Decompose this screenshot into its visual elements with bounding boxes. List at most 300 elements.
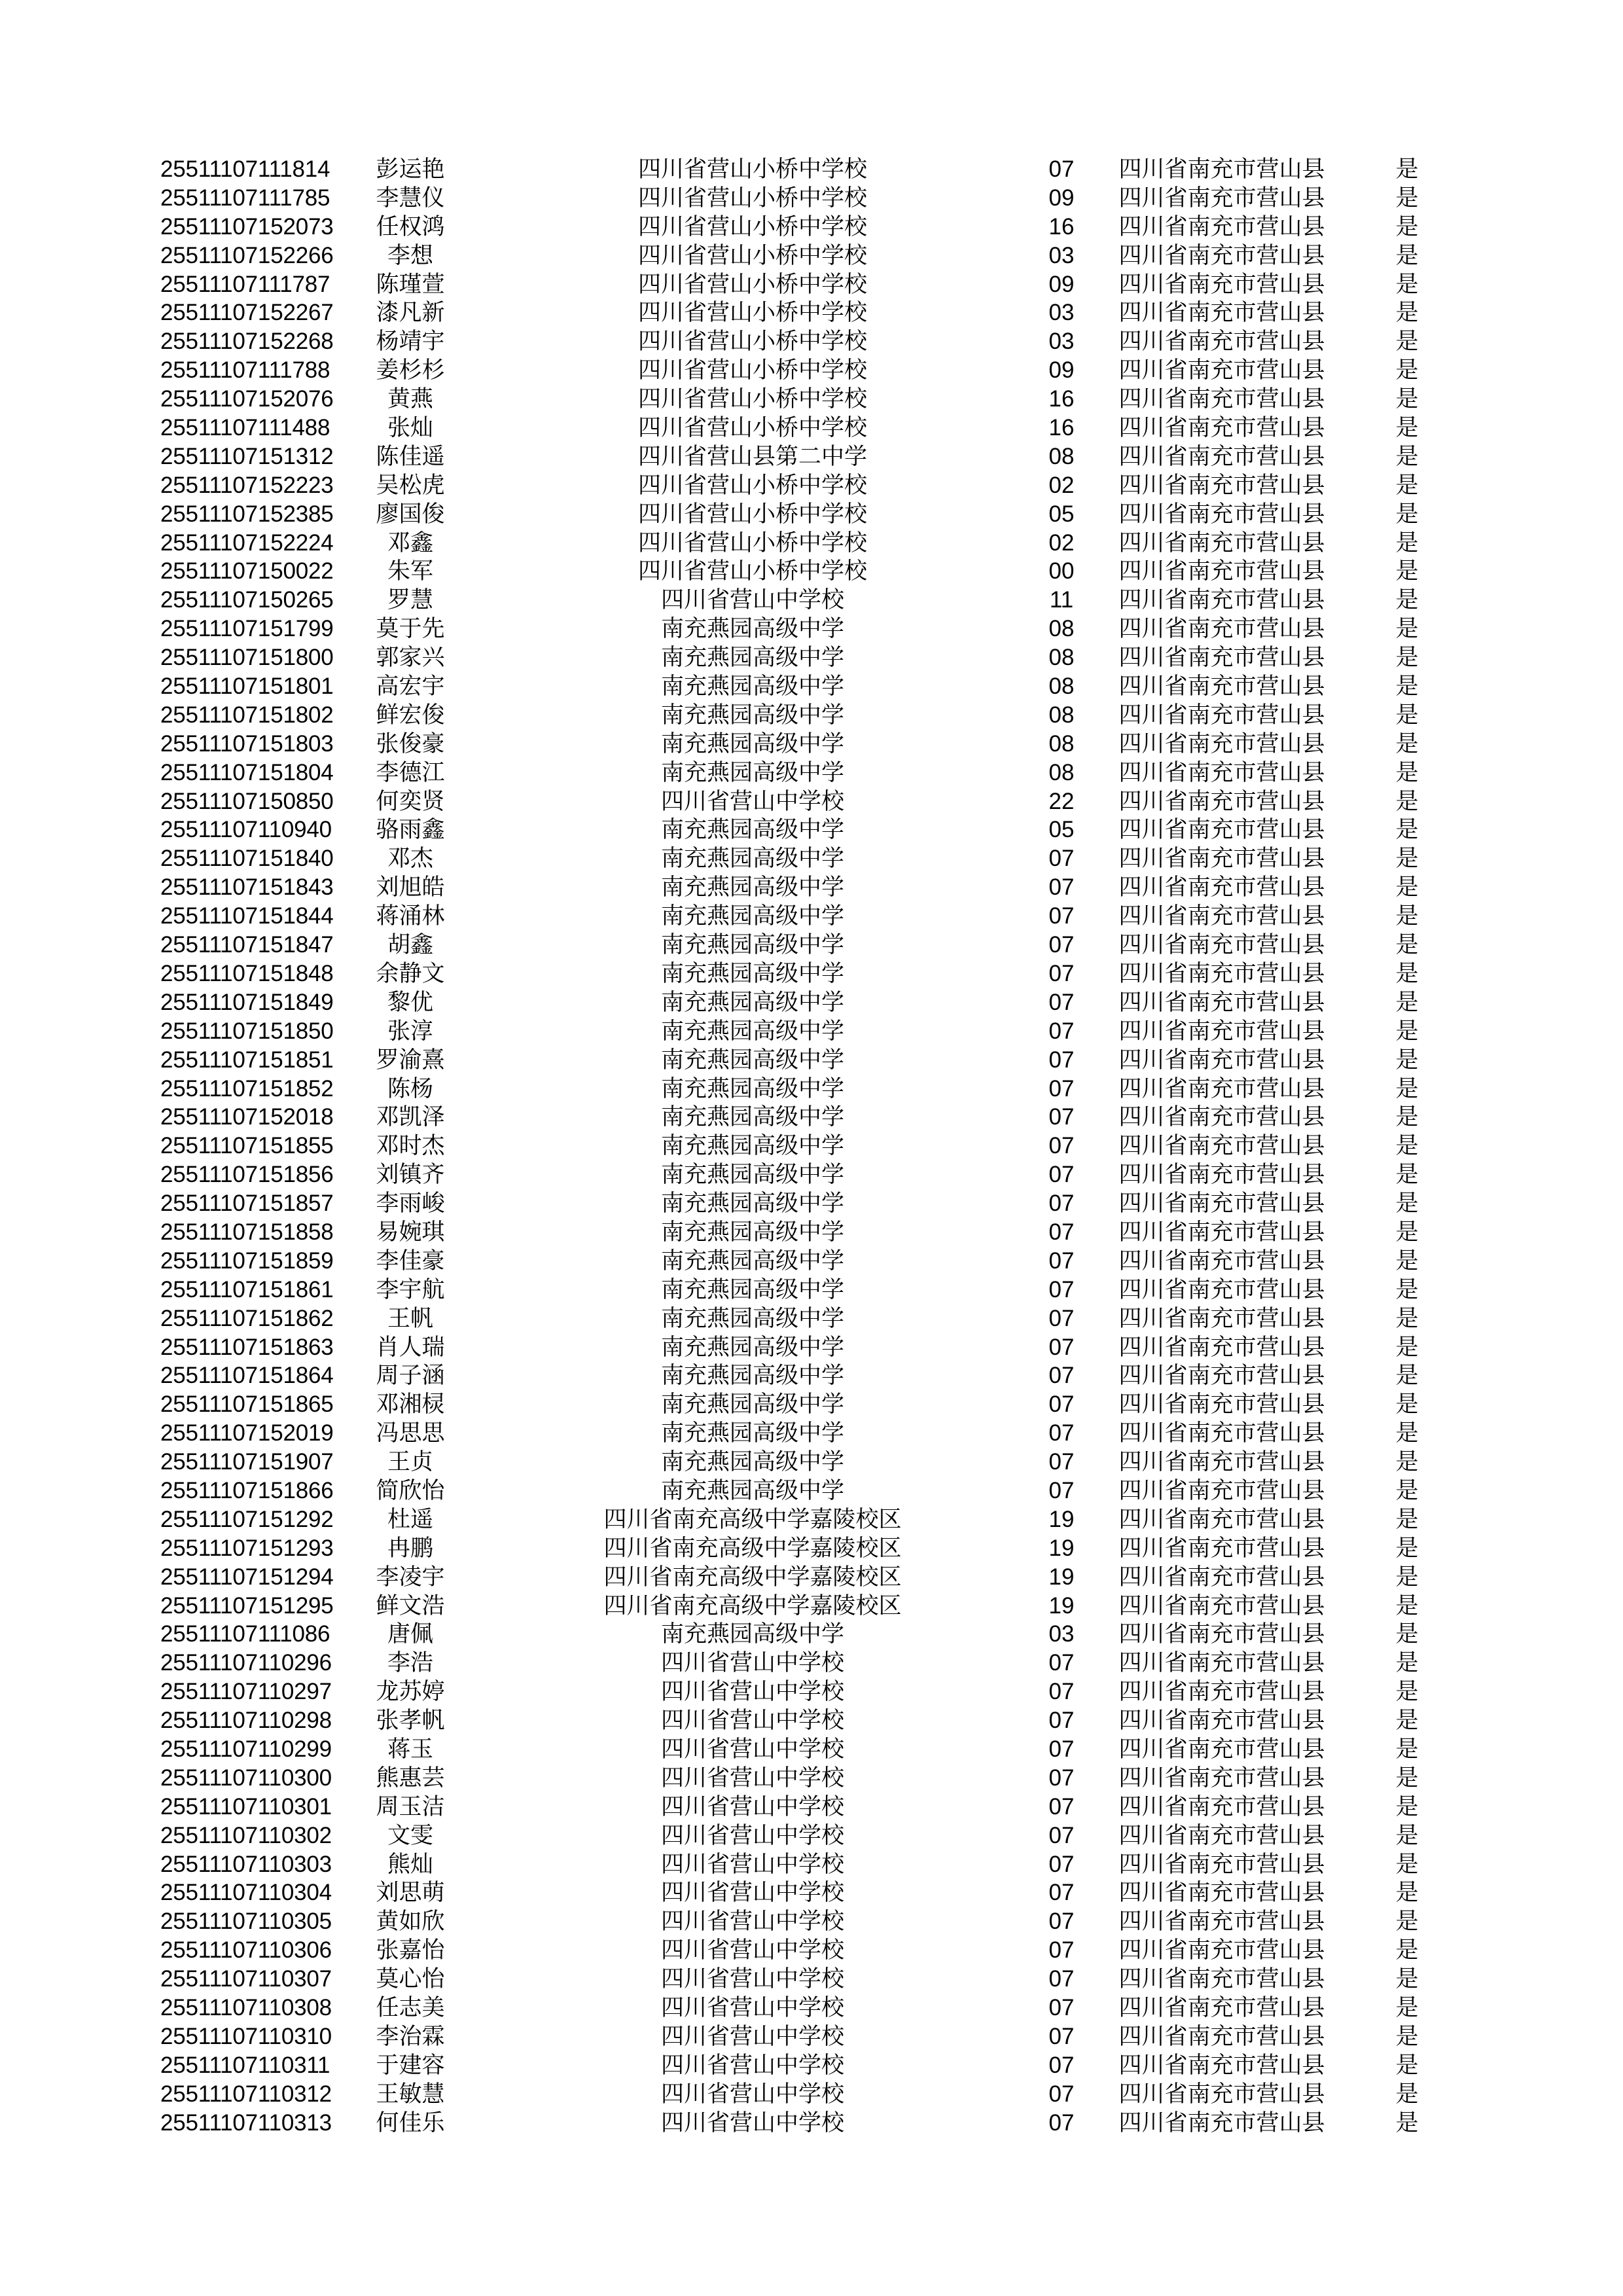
candidate-name-cell: 刘思萌	[376, 1880, 445, 1906]
confirmed-flag-cell: 是	[1395, 1564, 1419, 1590]
code-cell: 07	[1048, 1477, 1075, 1503]
code-cell: 07	[1048, 156, 1075, 182]
table-row	[0, 1821, 1623, 1850]
left-margin-spacer	[0, 1017, 160, 1046]
candidate-name-cell: 周玉洁	[376, 1793, 445, 1820]
confirmed-flag-cell: 是	[1395, 1363, 1419, 1389]
code-cell: 07	[1048, 1650, 1075, 1676]
code-cell: 19	[1048, 1535, 1075, 1561]
school-name-cell: 南充燕园高级中学	[660, 1047, 844, 1073]
left-margin-spacer	[0, 1677, 160, 1706]
code-cell: 09	[1048, 357, 1075, 384]
table-row	[0, 1965, 1623, 1994]
code-cell: 07	[1048, 1219, 1075, 1245]
candidate-name-cell: 李宇航	[376, 1276, 445, 1302]
candidate-name-cell: 李治霖	[376, 2023, 445, 2049]
confirmed-flag-cell: 是	[1395, 673, 1419, 700]
school-name-cell: 南充燕园高级中学	[660, 1334, 844, 1360]
candidate-id-cell: 25511107151859	[160, 1247, 334, 1274]
district-cell: 四川省南充市营山县	[1118, 788, 1325, 814]
code-cell: 08	[1048, 702, 1075, 728]
district-cell: 四川省南充市营山县	[1118, 989, 1325, 1015]
candidate-id-cell: 25511107151847	[160, 932, 334, 958]
left-margin-spacer	[0, 529, 160, 558]
candidate-id-cell: 25511107151907	[160, 1449, 334, 1475]
school-name-cell: 四川省营山中学校	[660, 2023, 844, 2049]
candidate-id-cell: 25511107110302	[160, 1822, 332, 1848]
district-cell: 四川省南充市营山县	[1118, 1162, 1325, 1188]
candidate-name-cell: 李凌宇	[376, 1564, 445, 1590]
table-row	[0, 1994, 1623, 2022]
candidate-id-cell: 25511107151802	[160, 702, 334, 728]
left-margin-spacer	[0, 1477, 160, 1505]
table-row	[0, 184, 1623, 213]
code-cell: 07	[1048, 2081, 1075, 2107]
district-cell: 四川省南充市营山县	[1118, 1191, 1325, 1217]
district-cell: 四川省南充市营山县	[1118, 443, 1325, 469]
left-margin-spacer	[0, 155, 160, 184]
code-cell: 16	[1048, 415, 1075, 441]
table-row	[0, 1878, 1623, 1907]
code-cell: 19	[1048, 1506, 1075, 1532]
confirmed-flag-cell: 是	[1395, 329, 1419, 355]
left-margin-spacer	[0, 1075, 160, 1103]
table-row	[0, 816, 1623, 844]
left-margin-spacer	[0, 1160, 160, 1189]
table-row	[0, 2080, 1623, 2109]
left-margin-spacer	[0, 1419, 160, 1448]
left-margin-spacer	[0, 1304, 160, 1333]
candidate-name-cell: 张俊豪	[376, 730, 445, 757]
school-name-cell: 四川省营山中学校	[660, 1736, 844, 1762]
table-row	[0, 1764, 1623, 1793]
left-margin-spacer	[0, 787, 160, 816]
confirmed-flag-cell: 是	[1395, 1621, 1419, 1647]
confirmed-flag-cell: 是	[1395, 271, 1419, 297]
left-margin-spacer	[0, 1878, 160, 1907]
table-row	[0, 155, 1623, 184]
school-name-cell: 南充燕园高级中学	[660, 1191, 844, 1217]
table-row	[0, 1247, 1623, 1276]
left-margin-spacer	[0, 298, 160, 327]
confirmed-flag-cell: 是	[1395, 1162, 1419, 1188]
confirmed-flag-cell: 是	[1395, 817, 1419, 843]
district-cell: 四川省南充市营山县	[1118, 932, 1325, 958]
left-margin-spacer	[0, 184, 160, 213]
candidate-name-cell: 鲜宏俊	[376, 702, 445, 728]
confirmed-flag-cell: 是	[1395, 960, 1419, 986]
code-cell: 07	[1048, 1966, 1075, 1992]
school-name-cell: 四川省营山中学校	[660, 1995, 844, 2020]
table-row	[0, 1505, 1623, 1534]
candidate-id-cell: 25511107151843	[160, 874, 334, 901]
candidate-name-cell: 吴松虎	[376, 472, 445, 498]
district-cell: 四川省南充市营山县	[1118, 1822, 1325, 1848]
school-name-cell: 南充燕园高级中学	[660, 1018, 844, 1044]
confirmed-flag-cell: 是	[1395, 1650, 1419, 1676]
district-cell: 四川省南充市营山县	[1118, 1793, 1325, 1820]
code-cell: 07	[1048, 1018, 1075, 1044]
code-cell: 07	[1048, 1765, 1075, 1791]
candidate-id-cell: 25511107152385	[160, 501, 334, 527]
table-row	[0, 1477, 1623, 1505]
confirmed-flag-cell: 是	[1395, 357, 1419, 384]
code-cell: 02	[1048, 529, 1075, 556]
candidate-name-cell: 熊惠芸	[376, 1765, 445, 1791]
table-row	[0, 1103, 1623, 1132]
confirmed-flag-cell: 是	[1395, 1851, 1419, 1877]
school-name-cell: 四川省营山小桥中学校	[637, 501, 867, 527]
school-name-cell: 四川省营山小桥中学校	[637, 472, 867, 498]
left-margin-spacer	[0, 1189, 160, 1218]
confirmed-flag-cell: 是	[1395, 1679, 1419, 1705]
code-cell: 07	[1048, 1937, 1075, 1964]
code-cell: 07	[1048, 1247, 1075, 1274]
left-margin-spacer	[0, 385, 160, 414]
candidate-id-cell: 25511107151295	[160, 1592, 334, 1619]
candidate-table	[0, 155, 1623, 2137]
left-margin-spacer	[0, 1649, 160, 1677]
district-cell: 四川省南充市营山县	[1118, 1535, 1325, 1561]
candidate-name-cell: 罗渝熹	[376, 1047, 445, 1073]
code-cell: 07	[1048, 1391, 1075, 1418]
candidate-name-cell: 刘旭皓	[376, 874, 445, 901]
table-row	[0, 1218, 1623, 1247]
left-margin-spacer	[0, 1706, 160, 1735]
candidate-name-cell: 黎优	[387, 989, 433, 1015]
table-row	[0, 1361, 1623, 1390]
candidate-id-cell: 25511107111086	[160, 1621, 330, 1647]
candidate-name-cell: 蒋涌林	[376, 903, 445, 929]
confirmed-flag-cell: 是	[1395, 2081, 1419, 2107]
confirmed-flag-cell: 是	[1395, 730, 1419, 757]
school-name-cell: 南充燕园高级中学	[660, 1276, 844, 1302]
school-name-cell: 四川省营山中学校	[660, 2109, 844, 2136]
district-cell: 四川省南充市营山县	[1118, 1104, 1325, 1130]
left-margin-spacer	[0, 1276, 160, 1304]
candidate-id-cell: 25511107110301	[160, 1793, 332, 1820]
candidate-id-cell: 25511107111788	[160, 357, 330, 384]
school-name-cell: 南充燕园高级中学	[660, 1391, 844, 1418]
candidate-name-cell: 简欣怡	[376, 1477, 445, 1503]
code-cell: 07	[1048, 1909, 1075, 1935]
district-cell: 四川省南充市营山县	[1118, 472, 1325, 498]
table-row	[0, 270, 1623, 299]
school-name-cell: 南充燕园高级中学	[660, 1449, 844, 1475]
candidate-id-cell: 25511107151844	[160, 903, 334, 929]
left-margin-spacer	[0, 1046, 160, 1075]
school-name-cell: 四川省营山小桥中学校	[637, 271, 867, 297]
left-margin-spacer	[0, 1994, 160, 2022]
candidate-id-cell: 25511107151856	[160, 1162, 334, 1188]
table-row	[0, 902, 1623, 931]
candidate-id-cell: 25511107151852	[160, 1075, 334, 1102]
school-name-cell: 四川省营山中学校	[660, 1966, 844, 1992]
candidate-id-cell: 25511107110298	[160, 1708, 332, 1734]
district-cell: 四川省南充市营山县	[1118, 846, 1325, 872]
table-row	[0, 1017, 1623, 1046]
district-cell: 四川省南充市营山县	[1118, 242, 1325, 268]
table-row	[0, 931, 1623, 960]
school-name-cell: 南充燕园高级中学	[660, 874, 844, 901]
confirmed-flag-cell: 是	[1395, 1305, 1419, 1331]
candidate-id-cell: 25511107110310	[160, 2023, 332, 2049]
left-margin-spacer	[0, 1390, 160, 1419]
candidate-id-cell: 25511107151848	[160, 960, 334, 986]
code-cell: 08	[1048, 673, 1075, 700]
confirmed-flag-cell: 是	[1395, 1104, 1419, 1130]
table-row	[0, 1936, 1623, 1965]
confirmed-flag-cell: 是	[1395, 558, 1419, 584]
district-cell: 四川省南充市营山县	[1118, 730, 1325, 757]
confirmed-flag-cell: 是	[1395, 213, 1419, 240]
candidate-id-cell: 25511107110312	[160, 2081, 332, 2107]
code-cell: 07	[1048, 2023, 1075, 2049]
school-name-cell: 南充燕园高级中学	[660, 645, 844, 671]
code-cell: 07	[1048, 1708, 1075, 1734]
code-cell: 07	[1048, 2052, 1075, 2078]
table-row	[0, 672, 1623, 701]
left-margin-spacer	[0, 1448, 160, 1477]
table-row	[0, 1850, 1623, 1879]
school-name-cell: 南充燕园高级中学	[660, 1305, 844, 1331]
table-row	[0, 1075, 1623, 1103]
candidate-id-cell: 25511107110940	[160, 817, 332, 843]
candidate-name-cell: 胡鑫	[387, 932, 433, 958]
school-name-cell: 四川省营山中学校	[660, 2081, 844, 2107]
candidate-id-cell: 25511107152268	[160, 329, 334, 355]
table-row	[0, 615, 1623, 643]
district-cell: 四川省南充市营山县	[1118, 903, 1325, 929]
district-cell: 四川省南充市营山县	[1118, 1621, 1325, 1647]
confirmed-flag-cell: 是	[1395, 1276, 1419, 1302]
code-cell: 00	[1048, 558, 1075, 584]
code-cell: 03	[1048, 1621, 1075, 1647]
candidate-id-cell: 25511107110300	[160, 1765, 332, 1791]
district-cell: 四川省南充市营山县	[1118, 185, 1325, 211]
confirmed-flag-cell: 是	[1395, 1391, 1419, 1418]
district-cell: 四川省南充市营山县	[1118, 386, 1325, 412]
code-cell: 07	[1048, 903, 1075, 929]
code-cell: 19	[1048, 1564, 1075, 1590]
table-row	[0, 327, 1623, 356]
table-row	[0, 1793, 1623, 1821]
school-name-cell: 南充燕园高级中学	[660, 817, 844, 843]
candidate-id-cell: 25511107151866	[160, 1477, 334, 1503]
school-name-cell: 四川省南充高级中学嘉陵校区	[603, 1564, 902, 1590]
confirmed-flag-cell: 是	[1395, 846, 1419, 872]
table-row	[0, 873, 1623, 902]
candidate-id-cell: 25511107151294	[160, 1564, 334, 1590]
code-cell: 08	[1048, 645, 1075, 671]
left-margin-spacer	[0, 2051, 160, 2080]
left-margin-spacer	[0, 1563, 160, 1592]
table-row	[0, 787, 1623, 816]
confirmed-flag-cell: 是	[1395, 1966, 1419, 1992]
school-name-cell: 南充燕园高级中学	[660, 1247, 844, 1274]
code-cell: 05	[1048, 501, 1075, 527]
school-name-cell: 四川省营山中学校	[660, 2052, 844, 2078]
candidate-name-cell: 唐佩	[387, 1621, 433, 1647]
table-row	[0, 1592, 1623, 1621]
code-cell: 03	[1048, 242, 1075, 268]
confirmed-flag-cell: 是	[1395, 1708, 1419, 1734]
school-name-cell: 四川省营山小桥中学校	[637, 156, 867, 182]
candidate-name-cell: 邓时杰	[376, 1133, 445, 1159]
candidate-name-cell: 李想	[387, 242, 433, 268]
school-name-cell: 南充燕园高级中学	[660, 759, 844, 785]
candidate-name-cell: 冯思思	[376, 1420, 445, 1446]
school-name-cell: 四川省营山中学校	[660, 1708, 844, 1734]
school-name-cell: 四川省营山中学校	[660, 1880, 844, 1906]
code-cell: 07	[1048, 1191, 1075, 1217]
candidate-name-cell: 熊灿	[387, 1851, 433, 1877]
table-row	[0, 730, 1623, 759]
school-name-cell: 南充燕园高级中学	[660, 1420, 844, 1446]
code-cell: 07	[1048, 1305, 1075, 1331]
candidate-name-cell: 李浩	[387, 1650, 433, 1676]
school-name-cell: 南充燕园高级中学	[660, 673, 844, 700]
candidate-id-cell: 25511107152267	[160, 300, 334, 326]
district-cell: 四川省南充市营山县	[1118, 673, 1325, 700]
candidate-id-cell: 25511107110306	[160, 1937, 332, 1964]
confirmed-flag-cell: 是	[1395, 185, 1419, 211]
left-margin-spacer	[0, 2109, 160, 2138]
confirmed-flag-cell: 是	[1395, 1420, 1419, 1446]
candidate-name-cell: 张灿	[387, 415, 433, 441]
confirmed-flag-cell: 是	[1395, 2023, 1419, 2049]
left-margin-spacer	[0, 1936, 160, 1965]
code-cell: 07	[1048, 932, 1075, 958]
left-margin-spacer	[0, 1505, 160, 1534]
table-row	[0, 471, 1623, 500]
left-margin-spacer	[0, 586, 160, 615]
left-margin-spacer	[0, 931, 160, 960]
confirmed-flag-cell: 是	[1395, 903, 1419, 929]
district-cell: 四川省南充市营山县	[1118, 2109, 1325, 2136]
candidate-id-cell: 25511107110308	[160, 1995, 332, 2020]
candidate-name-cell: 于建容	[376, 2052, 445, 2078]
table-row	[0, 2022, 1623, 2051]
candidate-id-cell: 25511107111488	[160, 415, 330, 441]
table-row	[0, 1333, 1623, 1362]
table-row	[0, 242, 1623, 270]
code-cell: 07	[1048, 1047, 1075, 1073]
district-cell: 四川省南充市营山县	[1118, 759, 1325, 785]
confirmed-flag-cell: 是	[1395, 1937, 1419, 1964]
left-margin-spacer	[0, 730, 160, 759]
table-row	[0, 1189, 1623, 1218]
district-cell: 四川省南充市营山县	[1118, 1851, 1325, 1877]
confirmed-flag-cell: 是	[1395, 1047, 1419, 1073]
confirmed-flag-cell: 是	[1395, 1477, 1419, 1503]
district-cell: 四川省南充市营山县	[1118, 1133, 1325, 1159]
candidate-id-cell: 25511107150265	[160, 587, 334, 613]
confirmed-flag-cell: 是	[1395, 1247, 1419, 1274]
district-cell: 四川省南充市营山县	[1118, 874, 1325, 901]
district-cell: 四川省南充市营山县	[1118, 1305, 1325, 1331]
left-margin-spacer	[0, 759, 160, 787]
table-row	[0, 356, 1623, 385]
left-margin-spacer	[0, 500, 160, 529]
code-cell: 11	[1049, 587, 1074, 613]
table-row	[0, 586, 1623, 615]
candidate-id-cell: 25511107111785	[160, 185, 330, 211]
code-cell: 07	[1048, 960, 1075, 986]
candidate-id-cell: 25511107151293	[160, 1535, 334, 1561]
confirmed-flag-cell: 是	[1395, 702, 1419, 728]
table-row	[0, 1706, 1623, 1735]
confirmed-flag-cell: 是	[1395, 501, 1419, 527]
left-margin-spacer	[0, 1247, 160, 1276]
left-margin-spacer	[0, 1132, 160, 1160]
confirmed-flag-cell: 是	[1395, 1995, 1419, 2020]
confirmed-flag-cell: 是	[1395, 1018, 1419, 1044]
candidate-name-cell: 张孝帆	[376, 1708, 445, 1734]
school-name-cell: 四川省营山中学校	[660, 1822, 844, 1848]
candidate-id-cell: 25511107151840	[160, 846, 334, 872]
code-cell: 07	[1048, 1449, 1075, 1475]
district-cell: 四川省南充市营山县	[1118, 1592, 1325, 1619]
school-name-cell: 四川省营山中学校	[660, 1765, 844, 1791]
table-row	[0, 759, 1623, 787]
table-row	[0, 442, 1623, 471]
confirmed-flag-cell: 是	[1395, 242, 1419, 268]
candidate-name-cell: 王贞	[387, 1449, 433, 1475]
district-cell: 四川省南充市营山县	[1118, 1047, 1325, 1073]
confirmed-flag-cell: 是	[1395, 1075, 1419, 1102]
code-cell: 07	[1048, 1162, 1075, 1188]
district-cell: 四川省南充市营山县	[1118, 1708, 1325, 1734]
left-margin-spacer	[0, 242, 160, 270]
district-cell: 四川省南充市营山县	[1118, 817, 1325, 843]
candidate-name-cell: 邓鑫	[387, 529, 433, 556]
table-row	[0, 643, 1623, 672]
left-margin-spacer	[0, 442, 160, 471]
table-row	[0, 960, 1623, 988]
table-row	[0, 1907, 1623, 1936]
candidate-name-cell: 肖人瑞	[376, 1334, 445, 1360]
candidate-id-cell: 25511107151850	[160, 1018, 334, 1044]
candidate-name-cell: 张嘉怡	[376, 1937, 445, 1964]
district-cell: 四川省南充市营山县	[1118, 1909, 1325, 1935]
confirmed-flag-cell: 是	[1395, 759, 1419, 785]
district-cell: 四川省南充市营山县	[1118, 1937, 1325, 1964]
school-name-cell: 四川省营山中学校	[660, 1793, 844, 1820]
school-name-cell: 四川省营山中学校	[660, 1909, 844, 1935]
candidate-name-cell: 罗慧	[387, 587, 433, 613]
candidate-id-cell: 25511107110305	[160, 1909, 332, 1935]
table-row	[0, 1620, 1623, 1649]
district-cell: 四川省南充市营山县	[1118, 271, 1325, 297]
school-name-cell: 南充燕园高级中学	[660, 1363, 844, 1389]
school-name-cell: 南充燕园高级中学	[660, 903, 844, 929]
code-cell: 16	[1048, 213, 1075, 240]
district-cell: 四川省南充市营山县	[1118, 616, 1325, 642]
left-margin-spacer	[0, 1850, 160, 1879]
candidate-name-cell: 朱军	[387, 558, 433, 584]
code-cell: 07	[1048, 1736, 1075, 1762]
left-margin-spacer	[0, 988, 160, 1017]
code-cell: 03	[1048, 329, 1075, 355]
code-cell: 09	[1048, 271, 1075, 297]
table-row	[0, 1276, 1623, 1304]
left-margin-spacer	[0, 1735, 160, 1764]
school-name-cell: 南充燕园高级中学	[660, 1477, 844, 1503]
table-row	[0, 500, 1623, 529]
confirmed-flag-cell: 是	[1395, 472, 1419, 498]
table-row	[0, 1304, 1623, 1333]
